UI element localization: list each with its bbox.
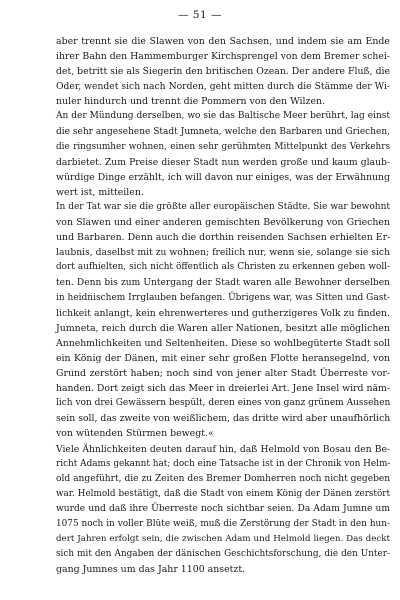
text-line: Oder, wendet sich nach Norden, geht mitten durch die Stämme der Wi- — [56, 81, 390, 93]
text-line: darbietet. Zum Preise dieser Stadt nun werden große und kaum glaub- — [56, 156, 390, 168]
text-line: Jumneta, reich durch die Waren aller Nationen, besitzt alle möglichen — [56, 322, 390, 334]
text-line: von Slawen und einer anderen gemischten Bevölkerung von Griechen — [56, 217, 390, 229]
text-line: ihrer Bahn den Hammemburger Kirchsprengel von dem Bremer schei- — [56, 51, 390, 63]
text-line: richt Adams gekannt hat; doch eine Tatsache ist in der Chronik von Helm- — [56, 458, 391, 469]
text-line: in heidnischem Irrglauben befangen. Übrigens war, was Sitten und Gast- — [56, 292, 390, 303]
text-line: 1075 noch in voller Blüte weiß, muß die Zerstörung der Stadt in den hun- — [56, 519, 390, 529]
text-line: dort aufhielten, sich nicht öffentlich als Christen zu erkennen geben woll- — [56, 262, 390, 273]
text-line: sein soll, das zweite von weißlichem, das dritte wird aber unaufhörlich — [56, 413, 391, 425]
text-line: würdige Dinge erzählt, ich will davon nur einiges, was der Erwähnung — [56, 171, 390, 183]
text-line: wurde und daß ihre Überreste noch sichtbar seien. Da Adam Jumne um — [56, 503, 390, 514]
text-line: ten. Denn bis zum Untergang der Stadt waren alle Bewohner derselben — [56, 277, 390, 288]
text-line: die ringsumher wohnen, einen sehr gerühmten Mittelpunkt des Verkehrs — [56, 141, 390, 152]
text-line: old angeführt, die zu Zeiten des Bremer Domherren noch nicht gegeben — [56, 473, 391, 484]
text-line: Annehmlichkeiten und Seltenheiten. Diese so wohlbegüterte Stadt soll — [56, 337, 390, 349]
text-line: lich von drei Gewässern bespült, deren eines von ganz grünem Aussehen — [56, 398, 391, 409]
text-line: Viele Ähnlichkeiten deuten darauf hin, daß Helmold von Bosau den Be- — [56, 443, 390, 455]
text-line: von wütenden Stürmen bewegt.« — [56, 428, 214, 440]
text-line: laubnis, daselbst mit zu wohnen; freilich nur, wenn sie, solange sie sich — [56, 247, 390, 259]
text-line: war. Helmold bestätigt, daß die Stadt von einem König der Dänen zerstört — [56, 488, 390, 499]
text-line: wert ist, mitteilen. — [56, 186, 144, 198]
text-line: handen. Dort zeigt sich das Meer in dreierlei Art. Jene Insel wird näm- — [56, 383, 390, 395]
text-line: die sehr angesehene Stadt Jumneta, welche den Barbaren und Griechen, — [56, 126, 390, 137]
page-number: — 51 — — [177, 9, 223, 21]
body-text — [56, 34, 390, 577]
text-line: dert Jahren erfolgt sein, die zwischen Adam und Helmold liegen. Das deckt — [56, 534, 390, 545]
text-line: gang Jumnes um das Jahr 1100 ansetzt. — [56, 564, 246, 576]
text-line: sich mit den Angaben der dänischen Geschichtsforschung, die den Unter- — [56, 549, 390, 560]
text-line: nuler hindurch und trennt die Pommern von den Wilzen. — [56, 96, 326, 108]
text-line: aber trennt sie die Slawen von den Sachsen, und indem sie am Ende — [56, 36, 390, 47]
text-line: det, betritt sie als Siegerin den britischen Ozean. Der andere Fluß, die — [56, 66, 390, 78]
text-line: und Barbaren. Denn auch die dorthin reisenden Sachsen erhielten Er- — [56, 232, 391, 244]
text-line: lichkeit anlangt, kein ehrenwerteres und gutherzigeres Volk zu finden. — [56, 307, 390, 319]
text-line: In der Tat war sie die größte aller europäischen Städte. Sie war bewohnt — [56, 202, 391, 213]
text-line: Grund zerstört haben; noch sind von jener alter Stadt Überreste vor- — [56, 368, 390, 380]
text-line: An der Mündung derselben, wo sie das Baltische Meer berührt, lag einst — [56, 111, 390, 122]
text-line: ein König der Dänen, mit einer sehr großen Flotte heransegelnd, von — [56, 352, 390, 364]
